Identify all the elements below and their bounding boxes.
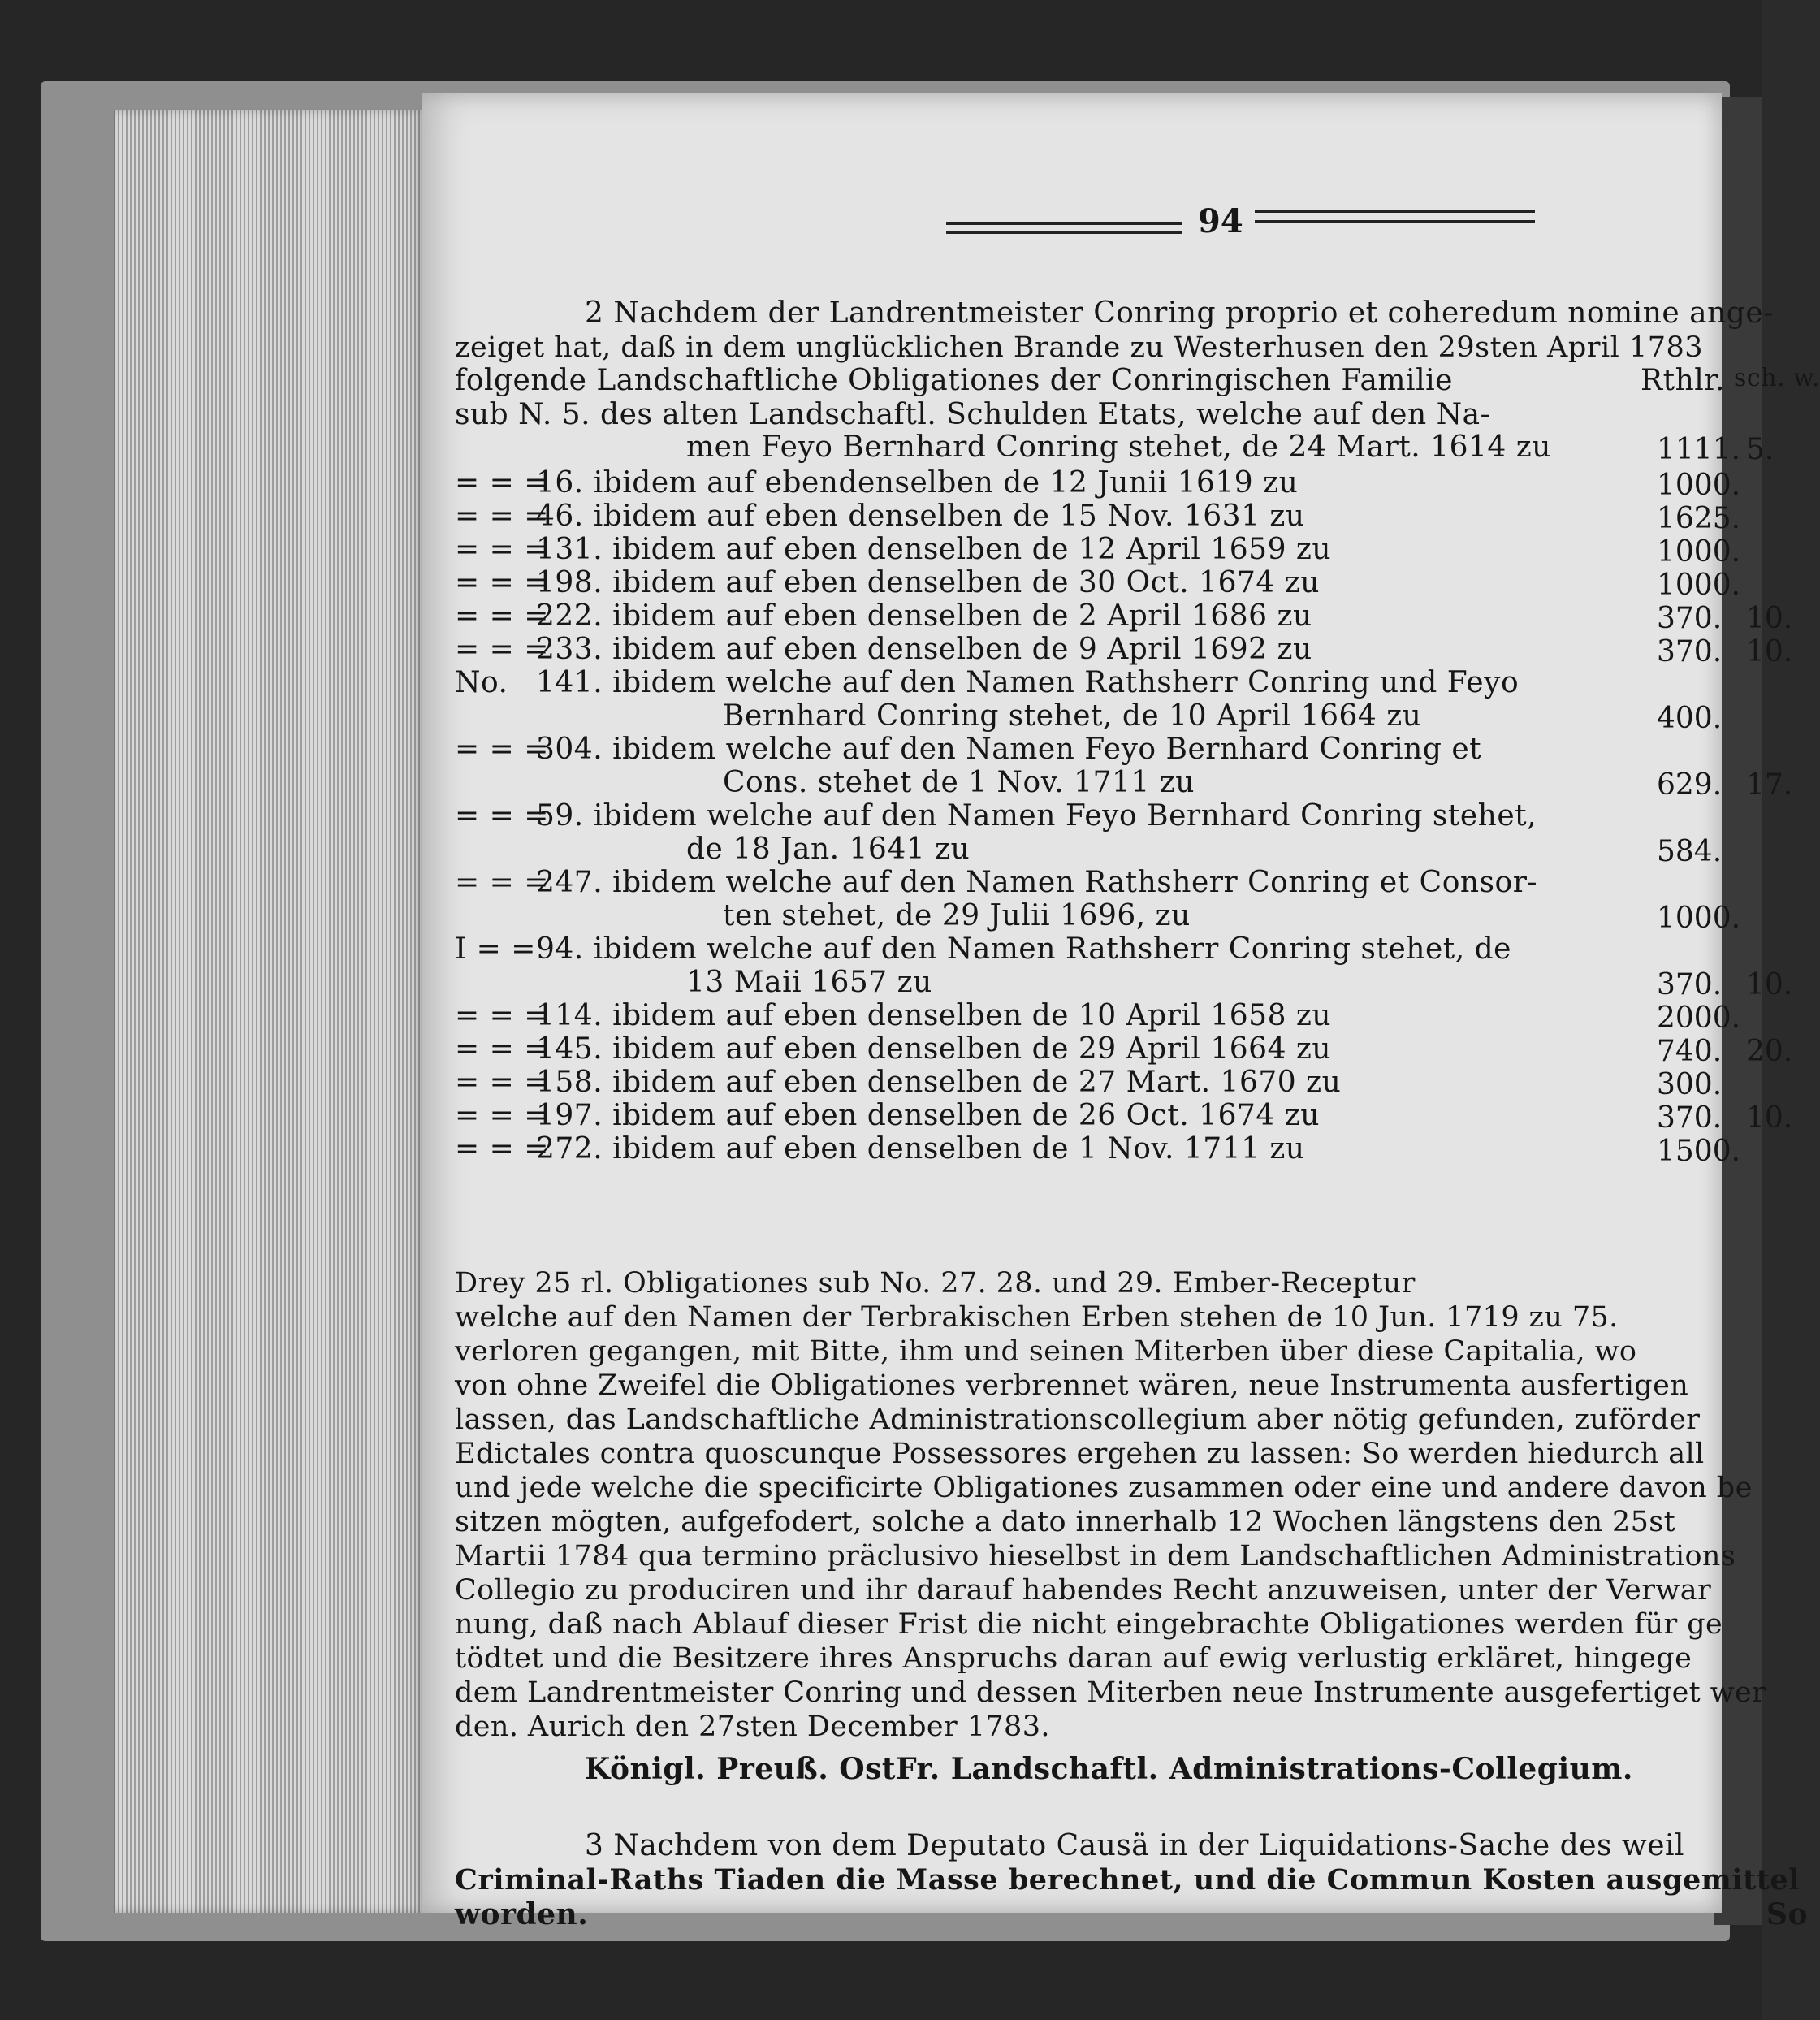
row-amount-rthlr: 2000.	[1657, 1001, 1741, 1035]
row-text: 304. ibidem welche auf den Namen Feyo Bernhard Conring et	[536, 733, 1482, 766]
entry2-body-line: sitzen mögten, aufgefodert, solche a dato innerhalb 12 Wochen längstens den 25st	[455, 1506, 1676, 1538]
row-lead-mark: = = =	[455, 866, 549, 899]
entry3-line-1: 3 Nachdem von dem Deputato Causä in der Liquidations-Sache des weil	[585, 1829, 1685, 1862]
row-lead-mark: = = =	[455, 1032, 549, 1066]
entry2-body-line: verloren gegangen, mit Bitte, ihm und seinen Miterben über diese Capitalia, wo	[455, 1335, 1637, 1368]
row-lead-mark: = = =	[455, 566, 549, 599]
first-amount-rthlr: 1111.	[1657, 433, 1741, 466]
row-amount-rthlr: 1000.	[1657, 535, 1741, 569]
row-lead-mark: = = =	[455, 999, 549, 1032]
row-amount-rthlr: 400.	[1657, 702, 1723, 735]
row-lead-mark: = = =	[455, 466, 549, 500]
row-text: 59. ibidem welche auf den Namen Feyo Bernhard Conring stehet,	[536, 799, 1537, 833]
row-text-continued: de 18 Jan. 1641 zu	[686, 833, 971, 866]
row-text-continued: ten stehet, de 29 Julii 1696, zu	[723, 899, 1191, 932]
row-amount-rthlr: 584.	[1657, 835, 1723, 868]
entry2-body-line: und jede welche die specificirte Obligationes zusammen oder eine und andere davon be	[455, 1472, 1753, 1504]
header-rule-left-2	[946, 231, 1182, 234]
entry2-body-line: den. Aurich den 27sten December 1783.	[455, 1711, 1050, 1743]
header-rule-left	[946, 222, 1182, 225]
entry2-body-line: welche auf den Namen der Terbrakischen Erben stehen de 10 Jun. 1719 zu 75.	[455, 1301, 1619, 1334]
row-amount-sch: 10.	[1746, 1101, 1793, 1135]
row-amount-rthlr: 1000.	[1657, 569, 1741, 602]
row-amount-sch: 10.	[1746, 968, 1793, 1001]
col-head-rthlr: Rthlr.	[1641, 364, 1725, 397]
row-lead-mark: = = =	[455, 633, 549, 666]
page-edges	[114, 110, 424, 1913]
entry2-body-line: nung, daß nach Ablauf dieser Frist die nicht eingebrachte Obligationes werden für ge	[455, 1608, 1723, 1641]
entry2-body-line: Edictales contra quoscunque Possessores ergehen zu lassen: So werden hiedurch all	[455, 1438, 1705, 1470]
row-amount-rthlr: 370.	[1657, 602, 1723, 635]
row-text: 114. ibidem auf eben denselben de 10 April 1658 zu	[536, 999, 1332, 1032]
row-lead-mark: = = =	[455, 500, 549, 533]
row-text-continued: 13 Maii 1657 zu	[686, 966, 932, 999]
row-lead-mark: I = =	[455, 932, 536, 966]
entry3-line-2: Criminal-Raths Tiaden die Masse berechnet, und die Commun Kosten ausgemittel	[455, 1863, 1800, 1897]
row-lead-mark: = = =	[455, 799, 549, 833]
entry2-body-line: von ohne Zweifel die Obligationes verbrennet wären, neue Instrumenta ausfertigen	[455, 1369, 1689, 1402]
entry3-line-3: worden.	[455, 1897, 589, 1931]
row-text: 222. ibidem auf eben denselben de 2 April 1686 zu	[536, 599, 1312, 633]
header-rule-right-2	[1255, 220, 1535, 223]
row-text-continued: Bernhard Conring stehet, de 10 April 1664 zu	[723, 699, 1422, 733]
row-text: 46. ibidem auf eben denselben de 15 Nov. 1631 zu	[536, 500, 1305, 533]
entry2-line-5: men Feyo Bernhard Conring stehet, de 24 Mart. 1614 zu	[686, 430, 1551, 464]
row-text: 145. ibidem auf eben denselben de 29 April 1664 zu	[536, 1032, 1332, 1066]
row-lead-mark: No.	[455, 666, 508, 699]
catchword: So	[1766, 1897, 1809, 1931]
row-amount-rthlr: 1625.	[1657, 502, 1741, 535]
row-lead-mark: = = =	[455, 733, 549, 766]
row-amount-rthlr: 1000.	[1657, 902, 1741, 935]
row-amount-sch: 10.	[1746, 602, 1793, 635]
row-text: 197. ibidem auf eben denselben de 26 Oct. 1674 zu	[536, 1099, 1320, 1132]
row-text: 131. ibidem auf eben denselben de 12 April 1659 zu	[536, 533, 1332, 566]
row-amount-sch: 17.	[1746, 768, 1793, 802]
row-text: 198. ibidem auf eben denselben de 30 Oct. 1674 zu	[536, 566, 1320, 599]
entry2-body-line: tödtet und die Besitzere ihres Anspruchs daran auf ewig verlustig erkläret, hingege	[455, 1642, 1692, 1675]
row-lead-mark: = = =	[455, 1099, 549, 1132]
entry2-body-line: dem Landrentmeister Conring und dessen Miterben neue Instrumente ausgefertiget wer	[455, 1676, 1766, 1709]
entry2-body-line: lassen, das Landschaftliche Administrationscollegium aber nötig gefunden, zuförder	[455, 1404, 1701, 1436]
row-lead-mark: = = =	[455, 599, 549, 633]
row-lead-mark: = = =	[455, 1132, 549, 1166]
row-text: 233. ibidem auf eben denselben de 9 April 1692 zu	[536, 633, 1312, 666]
row-amount-rthlr: 370.	[1657, 968, 1723, 1001]
row-text-continued: Cons. stehet de 1 Nov. 1711 zu	[723, 766, 1195, 799]
entry2-line-4: sub N. 5. des alten Landschaftl. Schulden Etats, welche auf den Na-	[455, 398, 1491, 431]
entry2-body-line: Collegio zu produciren und ihr darauf habendes Recht anzuweisen, unter der Verwar	[455, 1574, 1712, 1607]
entry2-line-3: folgende Landschaftliche Obligationes der Conringischen Familie	[455, 364, 1453, 397]
entry2-line-1: 2 Nachdem der Landrentmeister Conring proprio et coheredum nomine ange-	[585, 296, 1774, 330]
row-amount-rthlr: 370.	[1657, 1101, 1723, 1135]
col-head-sch: sch. w.	[1734, 364, 1820, 392]
row-amount-rthlr: 300.	[1657, 1068, 1723, 1101]
row-text: 94. ibidem welche auf den Namen Rathsherr Conring stehet, de	[536, 932, 1511, 966]
row-text: 247. ibidem welche auf den Namen Rathsherr Conring et Consor-	[536, 866, 1538, 899]
entry2-signature: Königl. Preuß. OstFr. Landschaftl. Administrations-Collegium.	[585, 1752, 1633, 1786]
row-text: 16. ibidem auf ebendenselben de 12 Junii 1619 zu	[536, 466, 1299, 500]
row-text: 158. ibidem auf eben denselben de 27 Mart. 1670 zu	[536, 1066, 1342, 1099]
row-lead-mark: = = =	[455, 1066, 549, 1099]
row-amount-rthlr: 629.	[1657, 768, 1723, 802]
row-lead-mark: = = =	[455, 533, 549, 566]
book-page	[422, 93, 1820, 1931]
row-text: 272. ibidem auf eben denselben de 1 Nov. 1711 zu	[536, 1132, 1305, 1166]
header-rule-right	[1255, 210, 1535, 213]
first-amount-sch: 5.	[1746, 433, 1775, 466]
row-amount-rthlr: 370.	[1657, 635, 1723, 668]
row-amount-sch: 10.	[1746, 635, 1793, 668]
row-text: 141. ibidem welche auf den Namen Rathsherr Conring und Feyo	[536, 666, 1520, 699]
row-amount-rthlr: 1500.	[1657, 1135, 1741, 1168]
row-amount-rthlr: 740.	[1657, 1035, 1723, 1068]
entry2-body-line: Martii 1784 qua termino präclusivo hieselbst in dem Landschaftlichen Administrations	[455, 1540, 1736, 1572]
entry2-body-line: Drey 25 rl. Obligationes sub No. 27. 28. und 29. Ember-Receptur	[455, 1267, 1416, 1300]
entry2-line-2: zeiget hat, daß in dem unglücklichen Brande zu Westerhusen den 29sten April 1783	[455, 331, 1704, 364]
page-number: 94	[1198, 202, 1243, 240]
row-amount-rthlr: 1000.	[1657, 469, 1741, 502]
row-amount-sch: 20.	[1746, 1035, 1793, 1068]
